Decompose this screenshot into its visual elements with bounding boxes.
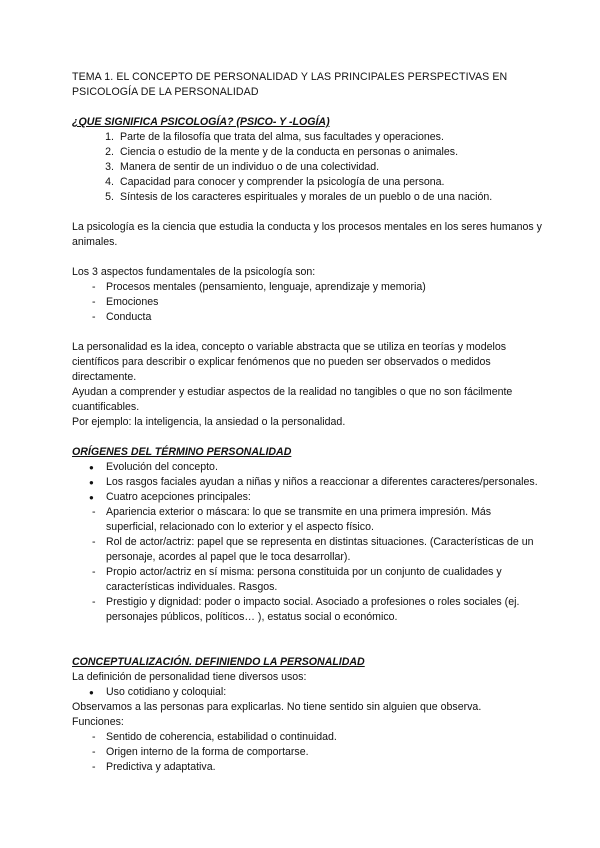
list-item: - Sentido de coherencia, estabilidad o continuidad. xyxy=(92,731,337,743)
document-page xyxy=(72,70,542,775)
list-item: - Procesos mentales (pensamiento, lenguaje, aprendizaje y memoria) xyxy=(92,281,426,293)
funciones-list xyxy=(72,730,542,775)
paragraph: Ayudan a comprender y estudiar aspectos de la realidad no tangibles o que no son fácilmente cuantificables. xyxy=(72,386,513,413)
list-item: 1. Parte de la filosofía que trata del alma, sus facultades y operaciones. xyxy=(105,131,444,143)
acepciones-list xyxy=(72,505,542,625)
list-item: - Rol de actor/actriz: papel que se representa en distintas situaciones. (Características de un personaje, acordes al papel que le toca desarrollar). xyxy=(92,536,534,563)
list-item: 3. Manera de sentir de un individuo o de una colectividad. xyxy=(105,161,380,173)
paragraph: Observamos a las personas para explicarlas. No tiene sentido sin alguien que observa. xyxy=(72,701,482,713)
list-item: - Emociones xyxy=(92,296,159,308)
list-item: 5. Síntesis de los caracteres espirituales y morales de un pueblo o de una nación. xyxy=(105,191,493,203)
aspects-list xyxy=(72,280,542,325)
document-title: TEMA 1. EL CONCEPTO DE PERSONALIDAD Y LAS PRINCIPALES PERSPECTIVAS EN PSICOLOGÍA DE LA PERSONALIDAD xyxy=(72,71,508,98)
paragraph: La personalidad es la idea, concepto o variable abstracta que se utiliza en teorías y modelos científicos para describir o explicar fenómenos que no pueden ser observados o medidos directamente. xyxy=(72,341,507,383)
paragraph: Funciones: xyxy=(72,716,124,728)
paragraph: Por ejemplo: la inteligencia, la ansiedad o la personalidad. xyxy=(72,416,346,428)
list-item: - Apariencia exterior o máscara: lo que se transmite en una primera impresión. Más superficial, relacionado con lo exterior y el aspecto físico. xyxy=(92,506,492,533)
list-item: 2. Ciencia o estudio de la mente y de la conducta en personas o animales. xyxy=(105,146,459,158)
list-item: - Origen interno de la forma de comportarse. xyxy=(92,746,309,758)
list-item: - Conducta xyxy=(92,311,152,323)
list-item: - Predictiva y adaptativa. xyxy=(92,761,216,773)
origins-bullet-list xyxy=(72,460,542,505)
list-item: ● Evolución del concepto. xyxy=(89,461,218,473)
list-item: - Prestigio y dignidad: poder o impacto social. Asociado a profesiones o roles sociales (ej. personajes públicos, políticos… ), estatus social o económico. xyxy=(92,596,520,623)
list-item: ● Cuatro acepciones principales: xyxy=(89,491,251,503)
paragraph: Los 3 aspectos fundamentales de la psicología son: xyxy=(72,266,316,278)
section-heading-psicologia: ¿QUE SIGNIFICA PSICOLOGÍA? (PSICO- Y -LOGÍA) xyxy=(72,116,330,128)
paragraph: La definición de personalidad tiene diversos usos: xyxy=(72,671,307,683)
list-item: ● Uso cotidiano y coloquial: xyxy=(89,686,227,698)
list-item: 4. Capacidad para conocer y comprender la psicología de una persona. xyxy=(105,176,445,188)
paragraph: La psicología es la ciencia que estudia la conducta y los procesos mentales en los seres humanos y animales. xyxy=(72,221,542,248)
list-item: - Propio actor/actriz en sí misma: persona constituida por un conjunto de cualidades y características individuales. Rasgos. xyxy=(92,566,502,593)
usos-bullet-list xyxy=(72,685,542,700)
section-heading-conceptualizacion: CONCEPTUALIZACIÓN. DEFINIENDO LA PERSONALIDAD xyxy=(72,656,365,668)
section-heading-origenes: ORÍGENES DEL TÉRMINO PERSONALIDAD xyxy=(72,446,292,458)
definitions-list xyxy=(72,130,542,205)
list-item: ● Los rasgos faciales ayudan a niñas y niños a reaccionar a diferentes caracteres/personales. xyxy=(89,476,538,488)
